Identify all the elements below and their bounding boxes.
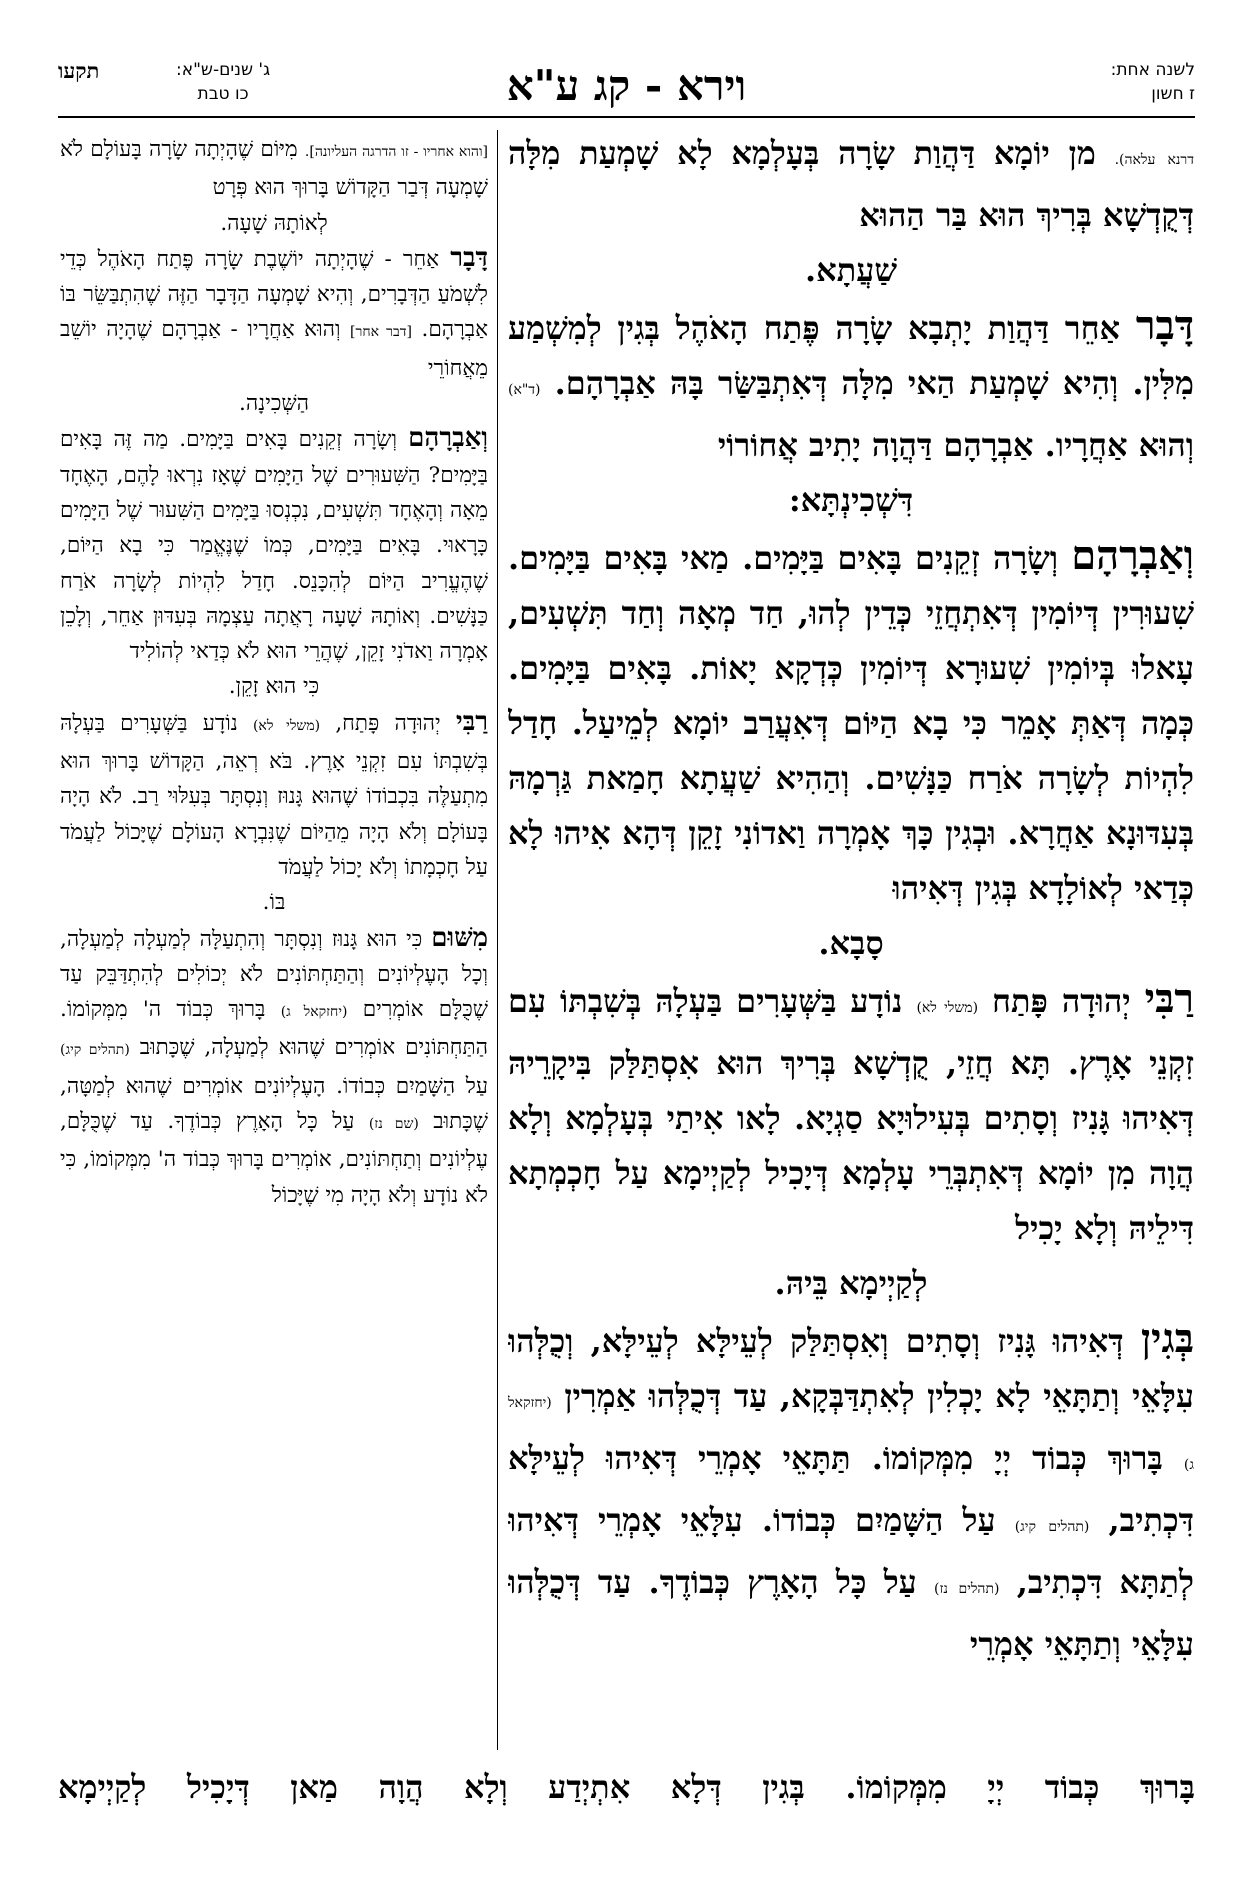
commentary-text: אַחֵר - שֶׁהָיְתָה יוֹשֶׁבֶת שָׂרָה פֶּתַח הָאֹהֶל כְּדֵי לִשְׁמֹעַ הַדְּבָרִים, וְהִיא שָׁמְעָה הַדָּבָר הַזֶּה שֶׁהִתְבַּשֵּׂר בּוֹ אַבְרָהָם. xyxy=(60,246,488,343)
page-header xyxy=(58,58,1195,118)
commentary-text: בָּרוּךְ כְּבוֹד ה' מִמְּקוֹמוֹ. הַתַּחְתּוֹנִים אוֹמְרִים שֶׁהוּא לְמַעְלָה, שֶׁכָּתוּב xyxy=(60,997,488,1061)
main-paragraph-end: סָבָא. xyxy=(818,924,884,962)
commentary-column xyxy=(60,132,488,1752)
main-text: אַחֵר דַּהֲוַת יָתְבָא שָׂרָה פֶּתַח הָאֹהֶל בְּגִין לְמִשְׁמַע מִלִּין. וְהִיא שָׁמְעַת הַאי מִלָּה דְּאִתְבַּשַּׂר בָּהּ אַבְרָהָם. xyxy=(508,309,1194,402)
main-text-bottom-line: בָּרוּךְ כְּבוֹד יְיָ מִמְּקוֹמוֹ. בְּגִין דְּלָא אִתְיְדַע וְלָא הֲוָה מַאן דְּיָכִיל לְקַיְימָא xyxy=(58,1768,1195,1806)
commentary-paragraph-2 xyxy=(60,241,488,386)
commentary-source-ref: (יחזקאל ג) xyxy=(280,1004,348,1021)
header-three-year-date: כו טבת xyxy=(197,84,249,104)
commentary-text: וְהוּא אַחֲרָיו - אַבְרָהָם שֶׁהָיָה יוֹשֵׁב מֵאֲחוֹרֵי xyxy=(60,317,488,381)
main-lead-word: בְּגִין xyxy=(1140,1315,1194,1362)
main-text-column xyxy=(508,126,1194,1866)
main-paragraph-5 xyxy=(508,1311,1194,1672)
commentary-source-ref: [והוא אחריו - זו הדרגה העליונה]. xyxy=(304,144,488,160)
commentary-text: יְהוּדָה פָּתַח, xyxy=(335,710,441,736)
commentary-text: מִיּוֹם שֶׁהָיְתָה שָׂרָה בָּעוֹלָם לֹא שָׁמְעָה דְּבַר הַקָּדוֹשׁ בָּרוּךְ הוּא פְּרָט xyxy=(60,137,488,201)
main-text: יְהוּדָה פָּתַח xyxy=(992,982,1131,1020)
main-source-ref: דרנא עלאה). xyxy=(1114,152,1194,168)
header-divider xyxy=(58,116,1195,118)
commentary-source-ref: (תהלים קיג) xyxy=(60,1042,130,1059)
commentary-paragraph-5 xyxy=(60,921,488,1213)
commentary-lead-word: וְאַבְרָהָם xyxy=(408,423,488,454)
commentary-paragraph-end: לְאוֹתָהּ שָׁעָה. xyxy=(220,210,328,236)
commentary-text: עַל הַשָּׁמַיִם כְּבוֹדוֹ. הָעֶלְיוֹנִים אוֹמְרִים שֶׁהוּא לְמַטָּה, שֶׁכָּתוּב xyxy=(60,1073,488,1135)
header-one-year-label: לשנה אחת: xyxy=(1110,60,1195,80)
commentary-paragraph-end: הַשְּׁכִינָה. xyxy=(239,391,309,417)
main-text: נוֹדָע בַּשְּׁעָרִים בַּעְלָהּ בְּשִׁבְתּוֹ עִם זִקְנֵי אָרֶץ. תָּא חֲזֵי, קֻדְשָׁא בְּרִיךְ הוּא אִסְתַּלַּק בִּיקָרֵיהּ דְּאִיהוּ גָּנִיז וְסָתִים בְּעִילוּיָא סַגְיָא. לָאו אִיתַי בְּעָלְמָא וְלָא הֲוָה מִן יוֹמָא דְּאִתְבְּרֵי עָלְמָא דְּיָכִיל לְקַיְימָא עַל חָכְמְתָא דִּילֵיהּ וְלָא יָכִיל xyxy=(508,982,1194,1247)
commentary-lead-word: מִשּׁוּם xyxy=(431,922,488,953)
commentary-lead-word: דָּבָר xyxy=(450,242,488,273)
main-text: בָּרוּךְ כְּבוֹד יְיָ מִמְּקוֹמוֹ. תַּתָּאֵי אָמְרֵי דְּאִיהוּ לְעֵילָּא דִּכְתִיב, xyxy=(508,1439,1194,1539)
header-one-year-date: ז חשון xyxy=(1151,84,1195,104)
main-source-ref: (תהלים נז) xyxy=(934,1581,1000,1597)
main-lead-word: דָּבָר xyxy=(1135,302,1194,349)
page-title: וירא - קג ע"א xyxy=(506,61,747,110)
main-source-ref: (ד"א) xyxy=(508,382,541,398)
commentary-text: כִּי הוּא גָּנוּז וְנִסְתָּר וְהִתְעַלָּה לְמַעְלָה לְמַעְלָה, וְכָל הָעֶלְיוֹנִים וְהַתַּחְתּוֹנִים לֹא יְכוֹלִים לְהִתְדַּבֵּק עַד שֶׁכֻּלָּם אוֹמְרִים xyxy=(60,926,488,1023)
main-paragraph-1 xyxy=(508,126,1194,243)
header-three-year-schedule xyxy=(176,58,270,106)
commentary-text: עַל כָּל הָאָרֶץ כְּבוֹדֶךָ. עַד שֶׁכֻּלָּם, עֶלְיוֹנִים וְתַחְתּוֹנִים, אוֹמְרִים בָּרוּךְ כְּבוֹד ה' מִמְּקוֹמוֹ, כִּי לֹא נוֹדָע וְלֹא הָיָה מִי שֶׁיָּכוֹל xyxy=(60,1109,488,1208)
main-paragraph-end: דִּשְׁכִינְתָּא: xyxy=(788,481,914,519)
main-text: דְּאִיהוּ גָּנִיז וְסָתִים וְאִסְתַּלַּק לְעֵילָּא לְעֵילָּא, וְכֻלְּהוּ עִלָּאֵי וְתַתָּאֵי לָא יָכְלִין לְאִתְדַּבְּקָא, עַד דְּכֻלְּהוּ אַמְרִין xyxy=(508,1322,1194,1415)
main-paragraph-end: לְקַיְימָא בֵּיהּ. xyxy=(774,1264,928,1302)
main-paragraph-2 xyxy=(508,298,1194,473)
commentary-paragraph-3 xyxy=(60,421,488,669)
main-paragraph-4 xyxy=(508,971,1194,1256)
commentary-source-ref: [דבר אחר] xyxy=(350,324,412,341)
main-text: וְהוּא אַחֲרָיו. אַבְרָהָם דַּהֲוָה יָתִיב אֲחוֹרוֹי xyxy=(717,426,1194,464)
commentary-text: וְשָׂרָה זְקֵנִים בָּאִים בַּיָּמִים. מַה זֶּה בָּאִים בַּיָּמִים? הַשִּׁעוּרִים שֶׁל הַיָּמִים שֶׁאָז נִרְאוּ לָהֶם, הָאֶחָד מֵאָה וְהָאֶחָד תִּשְׁעִים, נִכְנְסוּ בַּיָּמִים הַשִּׁעוּר שֶׁל הַיָּמִים כָּרָאוּי. בָּאִים בַּיָּמִים, כְּמוֹ שֶׁנֶּאֱמַר כִּי בָא הַיּוֹם, שֶׁהֶעֱרִיב הַיּוֹם לְהִכָּנֵס. חָדַל לִהְיוֹת לְשָׂרָה אֹרַח כַּנָּשִׁים. וְאוֹתָהּ שָׁעָה רָאֲתָה עַצְמָהּ בְּעִדּוּן אַחֵר, וְלָכֵן אָמְרָה וַאדֹנִי זָקֵן, שֶׁהֲרֵי הוּא לֹא כְּדַאי לְהוֹלִיד xyxy=(60,427,488,665)
commentary-lead-word: רַבִּי xyxy=(455,706,488,737)
commentary-source-ref: (משלי לא) xyxy=(252,717,321,734)
main-paragraph-end: שַׁעֲתָא. xyxy=(805,251,897,289)
main-text: עַל הַשָּׁמַיִם כְּבוֹדוֹ. עִלָּאֵי אָמְרֵי דְּאִיהוּ לְתַתָּא דִּכְתִיב, xyxy=(508,1501,1194,1601)
commentary-paragraph-4 xyxy=(60,705,488,885)
main-text: וְשָׂרָה זְקֵנִים בָּאִים בַּיָּמִים. מַאי בָּאִים בַּיָּמִים. שִׁעוּרִין דְּיוֹמִין דְּאִתְחֲזֵי כְּדֵין לְהוּ, חַד מְאָה וְחַד תִּשְׁעִים, עָאלוּ בְּיוֹמִין שִׁעוּרָא דְּיוֹמִין כְּדְקָא יָאוֹת. בָּאִים בַּיָּמִים. כְּמָה דְּאַתְּ אָמֵר כִּי בָא הַיּוֹם דְּאִעֲרַב יוֹמָא לְמֵיעַל. חָדַל לִהְיוֹת לְשָׂרָה אֹרַח כַּנָּשִׁים. וְהַהִיא שַׁעֲתָא חָמַאת גַּרְמָהּ בְּעִדּוּנָא אַחֲרָא. וּבְגִין כָּךְ אָמְרָה וַאדוֹנִי זָקֵן דְּהָא אִיהוּ לָא כְּדַאי לְאוֹלָדָא בְּגִין דְּאִיהוּ xyxy=(508,539,1194,907)
commentary-paragraph-1 xyxy=(60,132,488,206)
commentary-text: נוֹדָע בַּשְּׁעָרִים בַּעְלָהּ בְּשִׁבְתּוֹ עִם זִקְנֵי אָרֶץ. בֹּא רְאֵה, הַקָּדוֹשׁ בָּרוּךְ הוּא מִתְעַלֶּה בִּכְבוֹדוֹ שֶׁהוּא גָּנוּז וְנִסְתָּר בְּעִלּוּי רַב. לֹא הָיָה בָּעוֹלָם וְלֹא הָיָה מֵהַיּוֹם שֶׁנִּבְרָא הָעוֹלָם שֶׁיָּכוֹל לַעֲמֹד עַל חָכְמָתוֹ וְלֹא יָכוֹל לַעֲמֹד xyxy=(60,710,488,880)
main-text: מן יוֹמָא דַּהֲוַת שָׂרָה בְּעָלְמָא לָא שָׁמְעַת מִלָּה דְּקֻדְשָׁא בְּרִיךְ הוּא בַּר הַהוּא xyxy=(508,134,1194,234)
commentary-paragraph-end: בּוֹ. xyxy=(262,890,286,916)
page-code: תקעו xyxy=(58,58,100,83)
column-divider xyxy=(497,130,498,1750)
main-paragraph-3 xyxy=(508,528,1194,916)
main-lead-word: רַבִּי xyxy=(1144,975,1194,1022)
header-three-year-label: ג' שנים-ש"א: xyxy=(176,60,271,80)
main-text: עַל כָּל הָאָרֶץ כְּבוֹדֶךָ. עַד דְּכֻלְּהוּ עִלָּאֵי וְתַתָּאֵי אָמְרֵי xyxy=(508,1563,1194,1663)
main-source-ref: (תהלים קיג) xyxy=(1014,1519,1090,1535)
commentary-source-ref: (שם נז) xyxy=(368,1116,419,1133)
commentary-paragraph-end: כִּי הוּא זָקֵן. xyxy=(228,674,320,700)
main-source-ref: (יחזקאל ג) xyxy=(508,1395,1194,1473)
main-source-ref: (משלי לא) xyxy=(916,1000,979,1016)
main-lead-word: וְאַבְרָהָם xyxy=(1071,532,1194,579)
